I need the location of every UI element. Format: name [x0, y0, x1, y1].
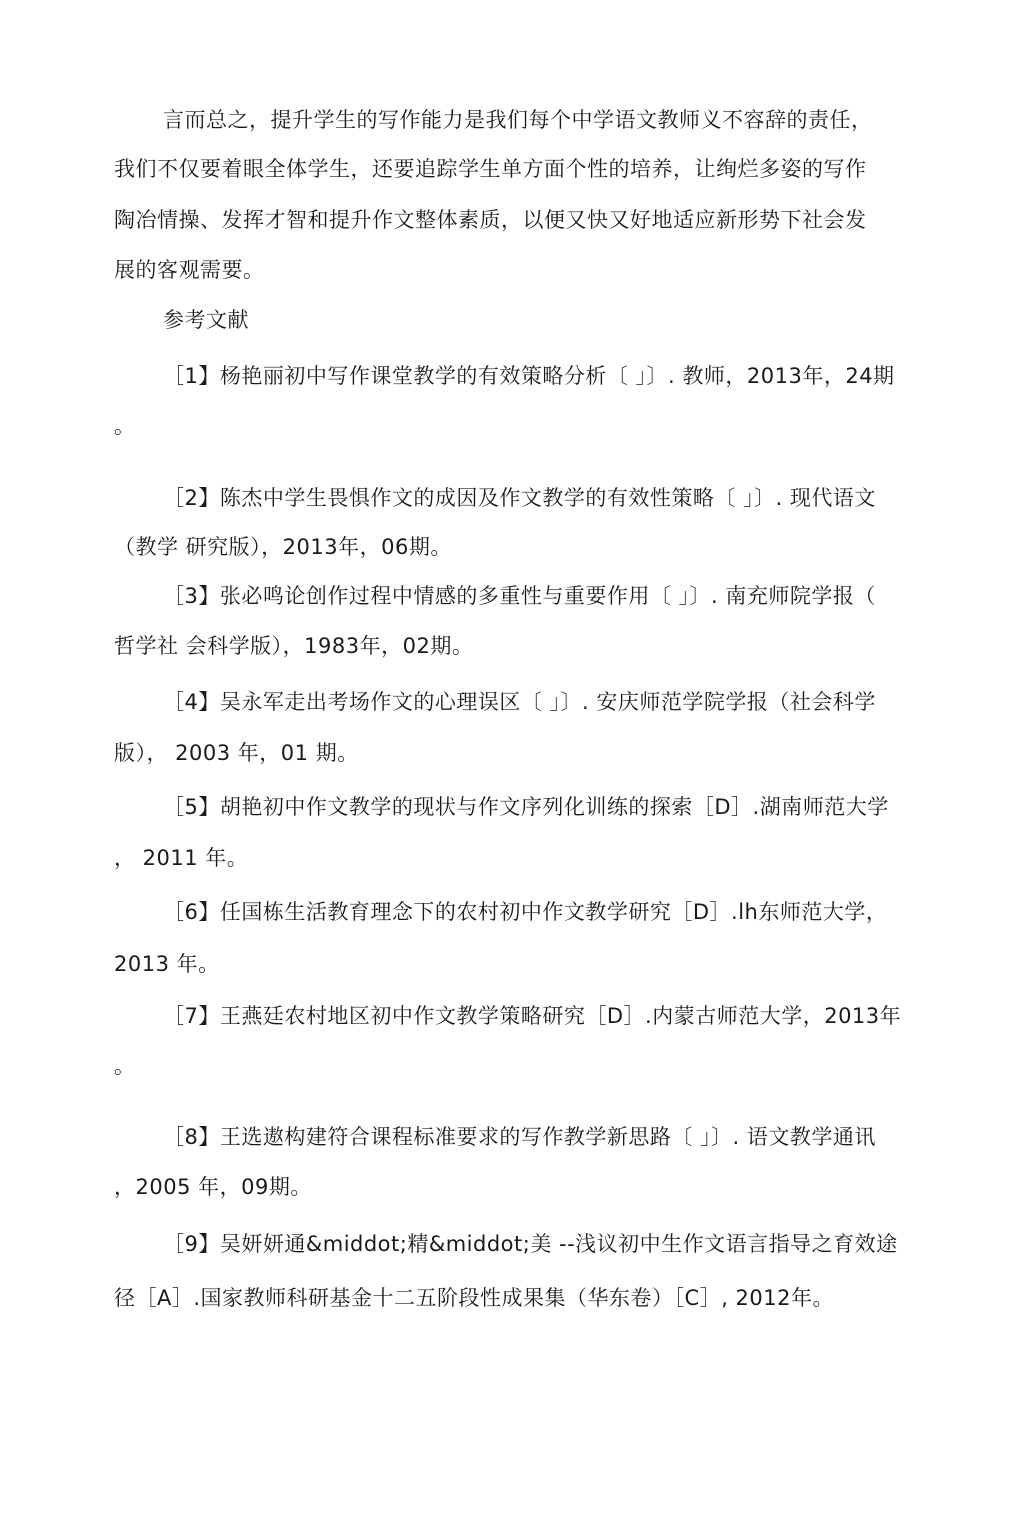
conclusion-line-4: 展的客观需要。: [114, 258, 265, 282]
reference-3-line-2: 哲学社 会科学版），1983年，02期。: [114, 634, 474, 658]
reference-8-line-1: ［8】王选遨构建符合课程标准要求的写作教学新思路〔 」〕. 语文教学通讯: [163, 1125, 876, 1149]
reference-4-line-1: ［4】吴永军走出考场作文的心理误区〔 」〕. 安庆师范学院学报（社会科学: [163, 690, 876, 714]
references-heading: 参考文献: [163, 308, 249, 332]
reference-4-line-2: 版）， 2003 年，01 期。: [114, 741, 359, 765]
conclusion-line-2: 我们不仅要着眼全体学生，还要追踪学生单方面个性的培养，让绚烂多姿的写作: [114, 157, 867, 181]
reference-9-line-1: ［9】吴妍妍通&middot;精&middot;美 --浅议初中生作文语言指导之育效途: [163, 1232, 898, 1256]
reference-2-line-2: （教学 研究版），2013年，06期。: [114, 535, 452, 559]
conclusion-line-1: 言而总之，提升学生的写作能力是我们每个中学语文教师义不容辞的责任，: [163, 108, 873, 132]
reference-8-line-2: ，2005 年，09期。: [114, 1175, 312, 1199]
reference-6-line-1: ［6】任国栋生活教育理念下的农村初中作文教学研究［D］.lh东师范大学，: [163, 900, 888, 924]
conclusion-line-3: 陶冶情操、发挥才智和提升作文整体素质，以便又快又好地适应新形势下社会发: [114, 208, 867, 232]
reference-7-line-1: ［7】王燕廷农村地区初中作文教学策略研究［D］.内蒙古师范大学，2013年: [163, 1004, 902, 1028]
reference-5-line-2: ， 2011 年。: [114, 846, 249, 870]
reference-1-line-2: 。: [114, 414, 136, 438]
reference-5-line-1: ［5】胡艳初中作文教学的现状与作文序列化训练的探索［D］.湖南师范大学: [163, 795, 889, 819]
reference-6-line-2: 2013 年。: [114, 952, 220, 976]
reference-2-line-1: ［2】陈杰中学生畏惧作文的成因及作文教学的有效性策略〔 」〕. 现代语文: [163, 486, 876, 510]
reference-7-line-2: 。: [114, 1054, 136, 1078]
reference-9-line-2: 径［A］.国家教师科研基金十二五阶段性成果集（华东卷）［C］, 2012年。: [114, 1286, 834, 1310]
reference-3-line-1: ［3】张必鸣论创作过程中情感的多重性与重要作用〔 」〕. 南充师院学报（: [163, 584, 876, 608]
reference-1-line-1: ［1】杨艳丽初中写作课堂教学的有效策略分析〔 」〕. 教师，2013年，24期: [163, 364, 895, 388]
